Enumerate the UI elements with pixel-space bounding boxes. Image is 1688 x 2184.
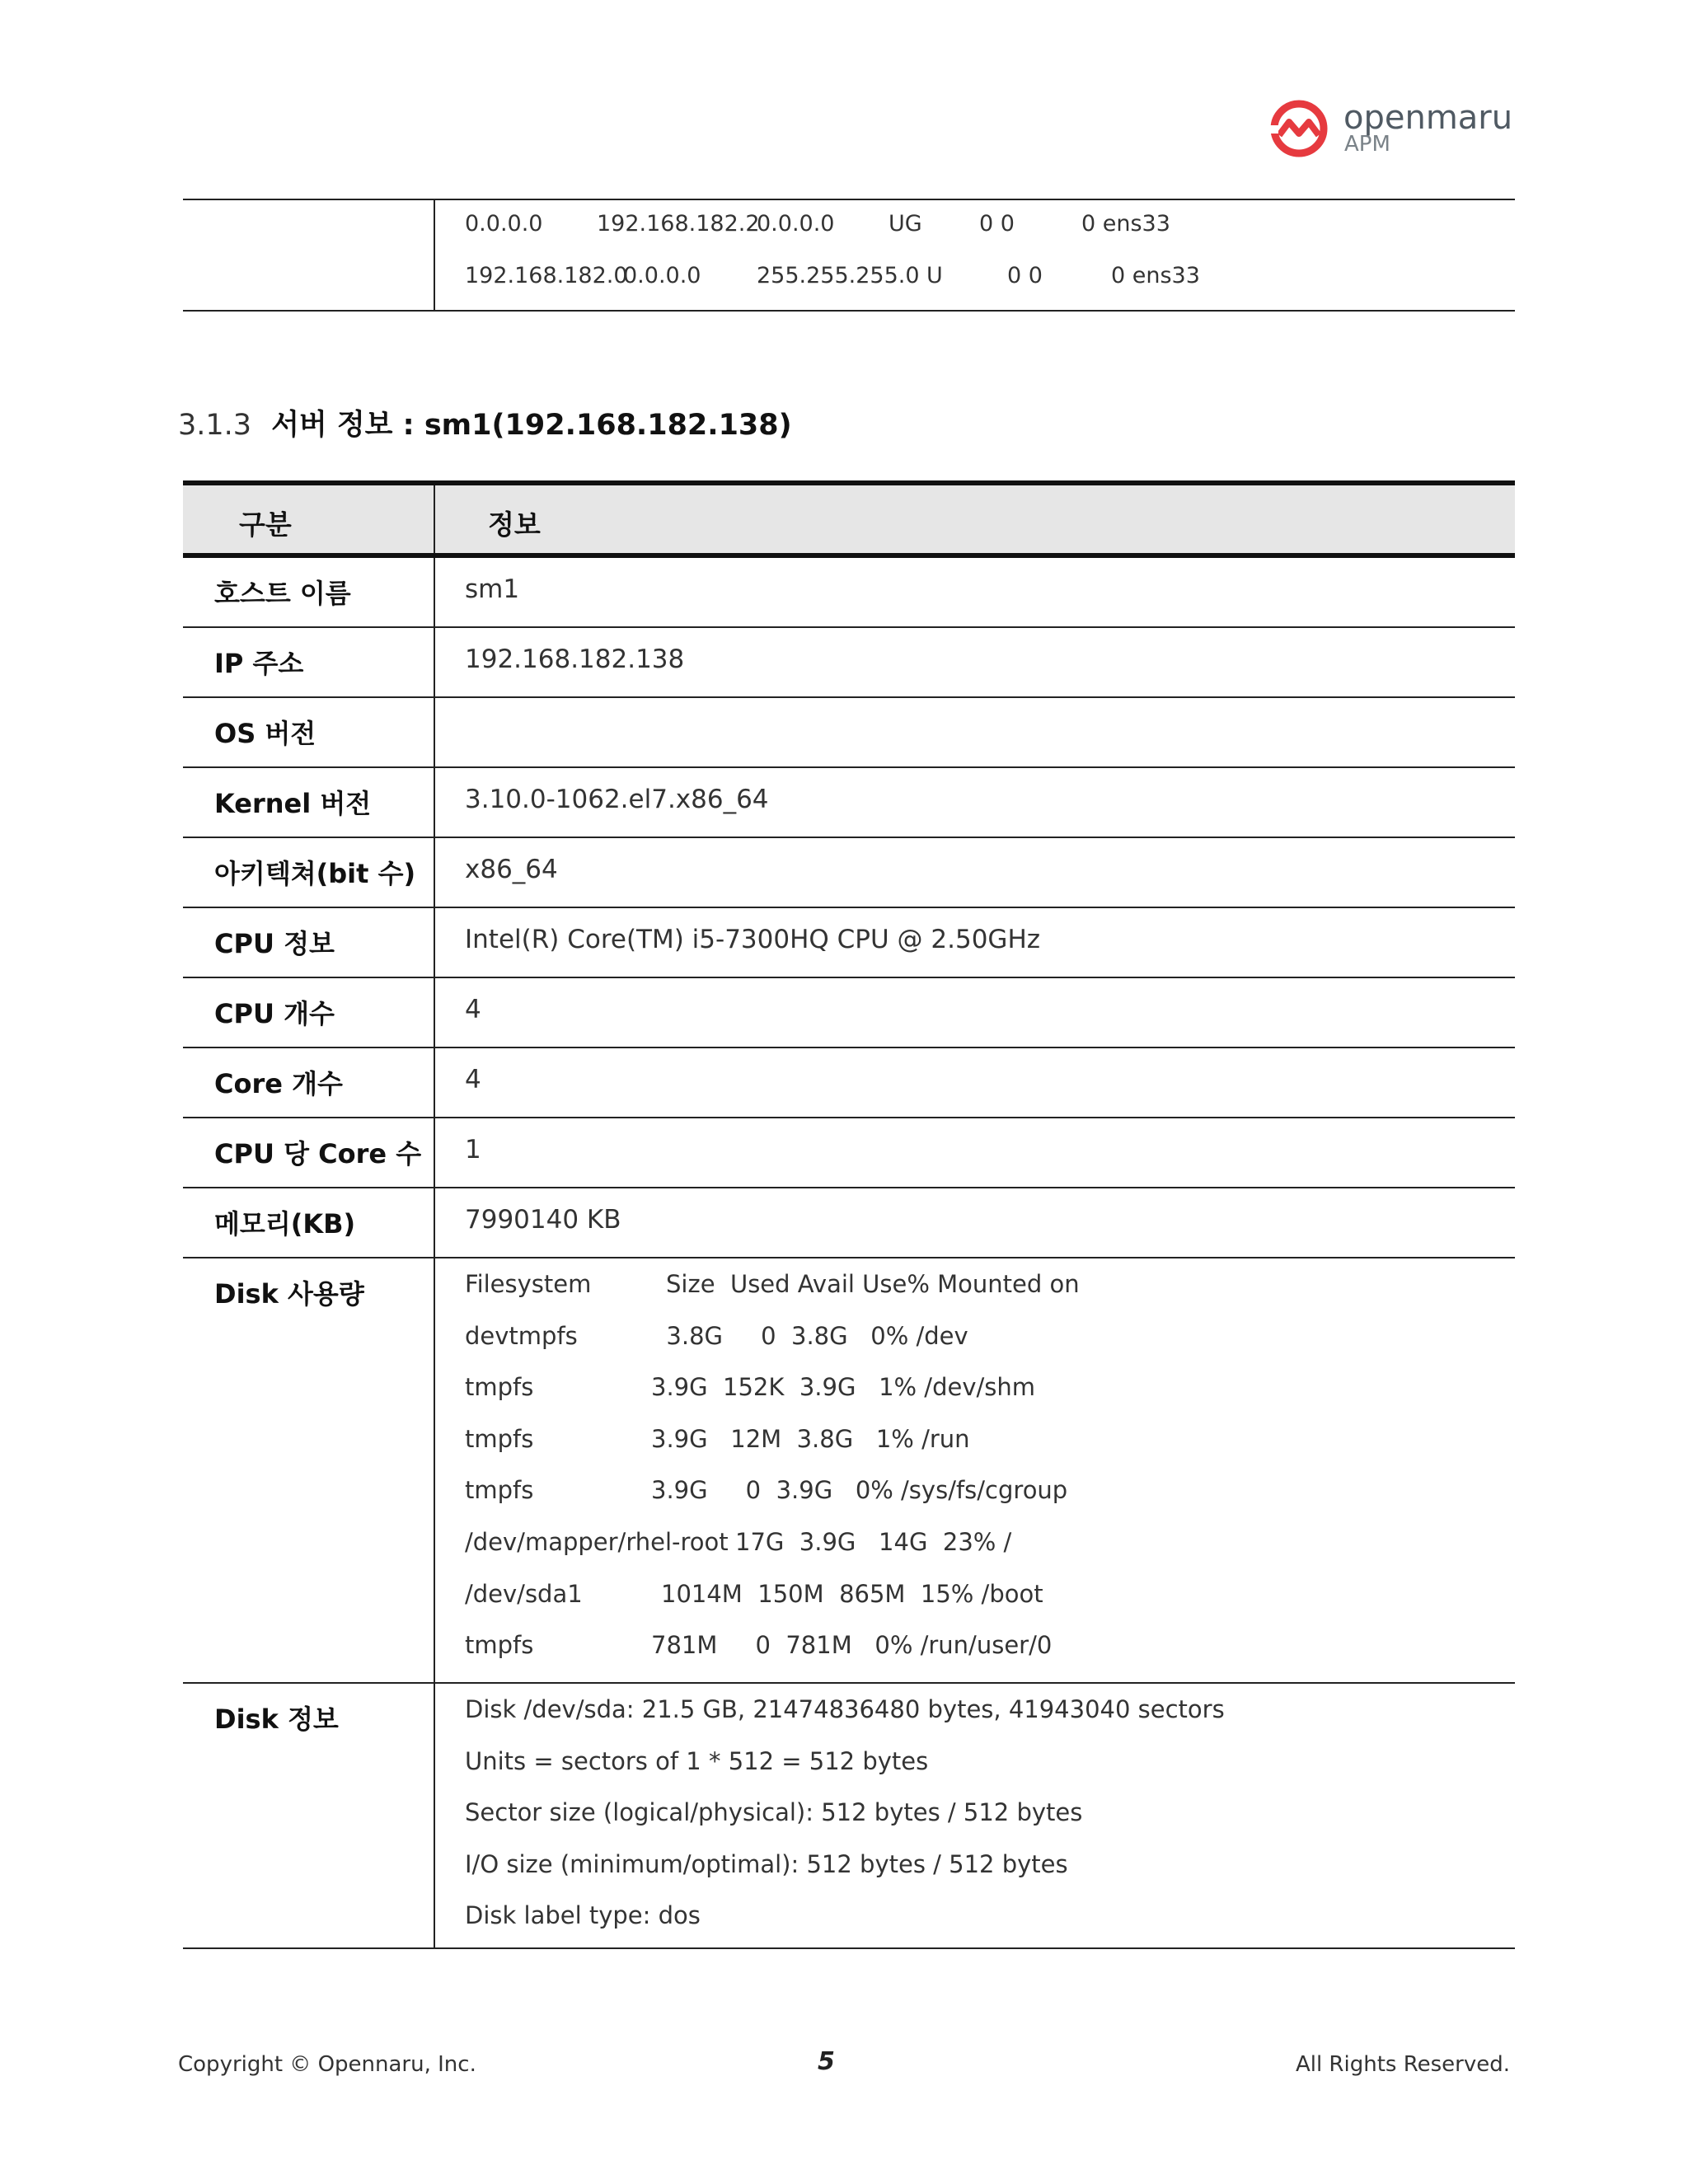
row-label: Disk 정보 bbox=[214, 1704, 339, 1735]
column-divider bbox=[434, 838, 435, 907]
openmaru-logo-icon bbox=[1268, 97, 1330, 160]
column-divider bbox=[434, 698, 435, 766]
filesystem-stats: 17G 3.9G 14G 23% / bbox=[735, 1527, 1012, 1556]
disk-info-text: Disk label type: dos bbox=[465, 1901, 701, 1930]
table-row bbox=[183, 908, 1515, 978]
row-value: 1 bbox=[465, 1135, 481, 1165]
table-row bbox=[183, 1188, 1515, 1258]
filesystem-stats: 781M 0 781M 0% /run/user/0 bbox=[651, 1631, 1053, 1660]
row-value: sm1 bbox=[465, 574, 520, 604]
column-divider bbox=[434, 1188, 435, 1257]
disk-info-text: Units = sectors of 1 * 512 = 512 bytes bbox=[465, 1746, 929, 1775]
filesystem-name: tmpfs bbox=[465, 1373, 534, 1402]
row-label: 아키텍쳐(bit 수) bbox=[214, 858, 416, 889]
filesystem-stats: 3.9G 0 3.9G 0% /sys/fs/cgroup bbox=[651, 1476, 1068, 1505]
row-label: Core 개수 bbox=[214, 1068, 343, 1099]
section-number: 3.1.3 bbox=[178, 409, 252, 442]
disk-info-text: I/O size (minimum/optimal): 512 bytes / 512 bytes bbox=[465, 1849, 1068, 1878]
row-label: Kernel 버전 bbox=[214, 788, 372, 819]
route-metric-ref: 0 0 bbox=[979, 211, 1015, 237]
disk-usage-row bbox=[183, 1258, 1515, 1684]
table-row bbox=[183, 558, 1515, 628]
disk-info-text: Sector size (logical/physical): 512 bytes / 512 bytes bbox=[465, 1798, 1083, 1827]
route-gateway: 0.0.0.0 bbox=[623, 263, 701, 288]
filesystem-stats: Size Used Avail Use% Mounted on bbox=[666, 1270, 1080, 1298]
filesystem-name: /dev/mapper/rhel-root bbox=[465, 1527, 729, 1556]
section-title: 서버 정보 : sm1(192.168.182.138) bbox=[271, 409, 792, 442]
table-row bbox=[183, 768, 1515, 838]
row-value: x86_64 bbox=[465, 855, 558, 884]
table-row bbox=[183, 698, 1515, 768]
row-value: 3.10.0-1062.el7.x86_64 bbox=[465, 785, 769, 814]
column-divider bbox=[434, 628, 435, 696]
route-genmask: 0.0.0.0 bbox=[757, 211, 835, 237]
column-divider bbox=[434, 908, 435, 977]
filesystem-name: tmpfs bbox=[465, 1631, 534, 1660]
column-divider bbox=[434, 978, 435, 1047]
row-label: 호스트 이름 bbox=[214, 578, 351, 609]
logo-sub-text: APM bbox=[1344, 132, 1390, 157]
route-flags: UG bbox=[889, 211, 922, 237]
route-iface: 0 ens33 bbox=[1111, 263, 1200, 288]
row-label: OS 버전 bbox=[214, 718, 316, 749]
row-label: CPU 개수 bbox=[214, 998, 335, 1029]
route-flags: U bbox=[926, 263, 943, 288]
column-divider bbox=[434, 558, 435, 626]
filesystem-stats: 3.9G 152K 3.9G 1% /dev/shm bbox=[651, 1373, 1035, 1402]
route-genmask: 255.255.255.0 bbox=[757, 263, 920, 288]
filesystem-name: tmpfs bbox=[465, 1424, 534, 1453]
filesystem-name: tmpfs bbox=[465, 1476, 534, 1505]
column-divider bbox=[434, 1684, 435, 1947]
route-iface: 0 ens33 bbox=[1081, 211, 1170, 237]
table-row bbox=[183, 838, 1515, 908]
header-info: 정보 bbox=[488, 509, 541, 541]
table-row bbox=[183, 211, 1515, 241]
filesystem-stats: 1014M 150M 865M 15% /boot bbox=[661, 1579, 1043, 1608]
section-heading bbox=[178, 402, 792, 443]
row-label: Disk 사용량 bbox=[214, 1278, 364, 1310]
filesystem-stats: 3.9G 12M 3.8G 1% /run bbox=[651, 1424, 970, 1453]
logo-brand-text: openmaru bbox=[1343, 99, 1513, 137]
route-metric-ref: 0 0 bbox=[1007, 263, 1043, 288]
row-value: 7990140 KB bbox=[465, 1205, 621, 1235]
filesystem-stats: 3.8G 0 3.8G 0% /dev bbox=[651, 1321, 968, 1350]
table-header bbox=[183, 480, 1515, 558]
company-logo bbox=[1268, 97, 1515, 163]
disk-info-row bbox=[183, 1684, 1515, 1949]
column-divider bbox=[434, 1258, 435, 1682]
filesystem-name: devtmpfs bbox=[465, 1321, 578, 1350]
server-info-table bbox=[183, 480, 1515, 1949]
footer-rights: All Rights Reserved. bbox=[1295, 2052, 1510, 2077]
routing-table bbox=[183, 199, 1515, 312]
table-row bbox=[183, 978, 1515, 1048]
table-row bbox=[183, 628, 1515, 698]
column-divider bbox=[434, 485, 435, 553]
route-destination: 192.168.182.0 bbox=[465, 263, 628, 288]
row-value: 4 bbox=[465, 1065, 481, 1094]
row-value: 192.168.182.138 bbox=[465, 644, 685, 674]
route-destination: 0.0.0.0 bbox=[465, 211, 543, 237]
footer-copyright: Copyright © Opennaru, Inc. bbox=[178, 2052, 476, 2077]
header-category: 구분 bbox=[239, 509, 292, 541]
row-label: CPU 당 Core 수 bbox=[214, 1138, 422, 1169]
table-row bbox=[183, 1118, 1515, 1188]
disk-info-text: Disk /dev/sda: 21.5 GB, 21474836480 bytes, 41943040 sectors bbox=[465, 1695, 1225, 1723]
column-divider bbox=[434, 1118, 435, 1187]
row-label: CPU 정보 bbox=[214, 928, 335, 959]
filesystem-name: /dev/sda1 bbox=[465, 1579, 583, 1608]
route-gateway: 192.168.182.2 bbox=[597, 211, 760, 237]
page-number: 5 bbox=[818, 2047, 835, 2076]
column-divider bbox=[434, 1048, 435, 1117]
row-label: 메모리(KB) bbox=[214, 1208, 356, 1240]
row-value: 4 bbox=[465, 995, 481, 1024]
table-row bbox=[183, 263, 1515, 293]
table-row bbox=[183, 1048, 1515, 1118]
row-value: Intel(R) Core(TM) i5-7300HQ CPU @ 2.50GHz bbox=[465, 925, 1041, 954]
filesystem-name: Filesystem bbox=[465, 1270, 592, 1298]
row-label: IP 주소 bbox=[214, 648, 304, 679]
column-divider bbox=[434, 768, 435, 837]
